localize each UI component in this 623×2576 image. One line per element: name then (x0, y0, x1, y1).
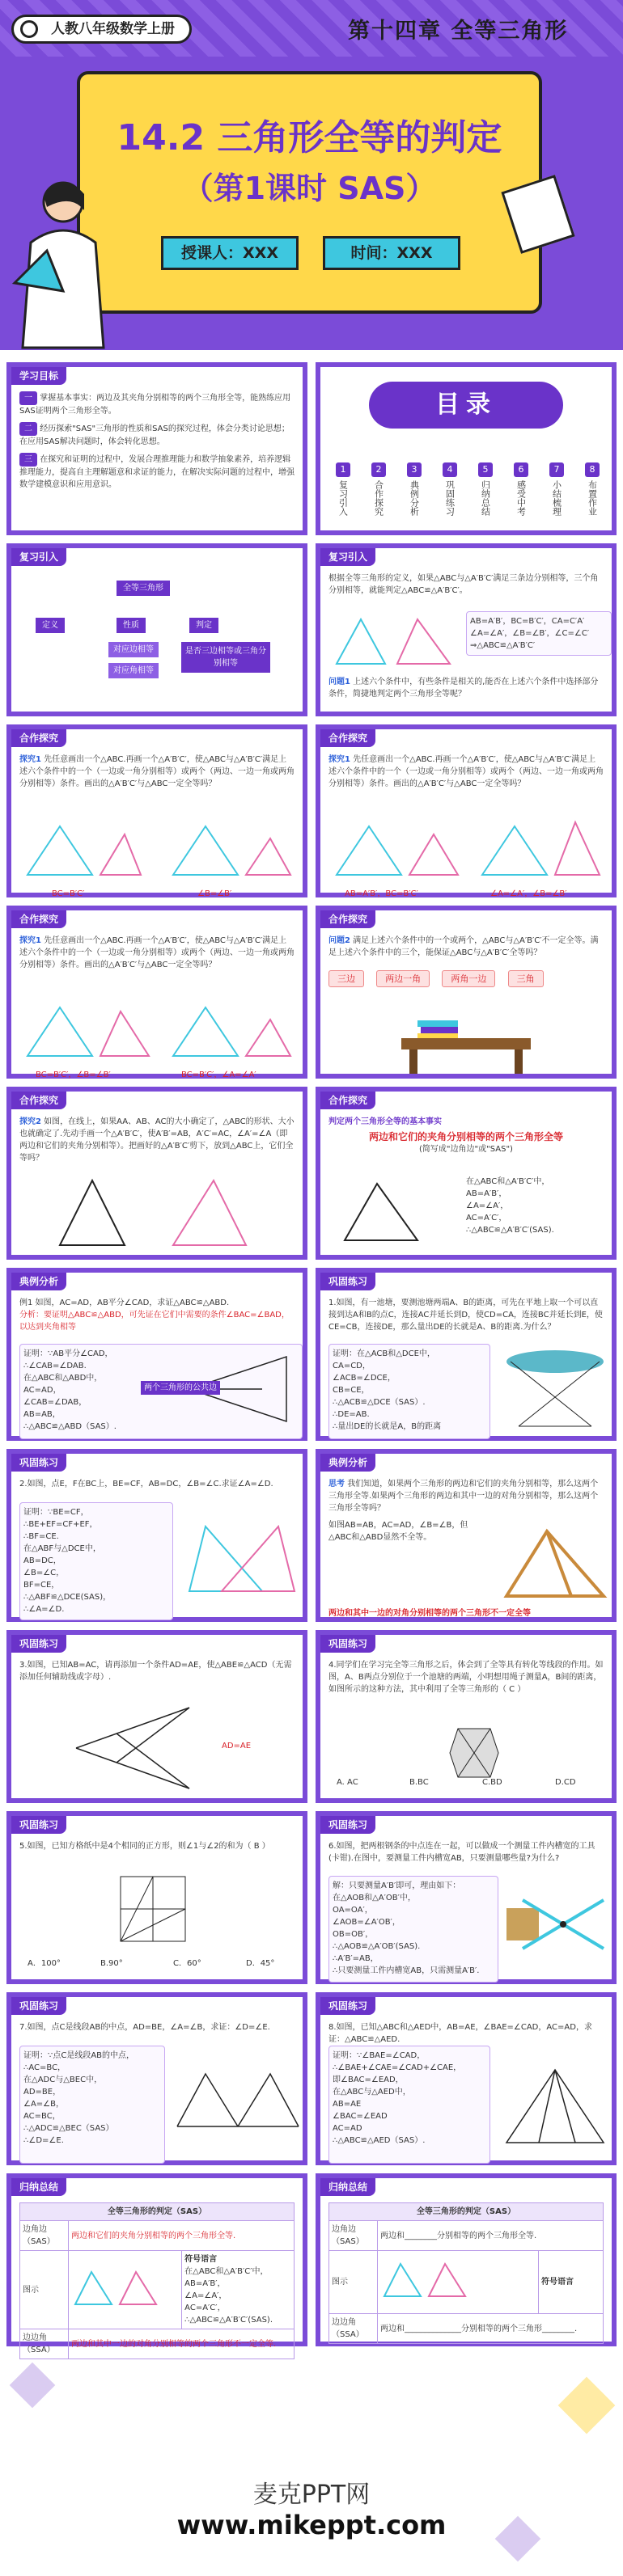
triangle-figure-icon (173, 2062, 303, 2135)
slide-explore-2 (6, 1087, 307, 1260)
ssa-conclusion: 两边和其中一边的对角分别相等的两个三角形不一定全等 (328, 1609, 531, 1618)
slide-body (19, 1297, 295, 1429)
footer-brand (0, 2474, 623, 2540)
slide-tag: 合作探究 (11, 910, 66, 928)
proof-box: 证明：∵AB平分∠CAD， ∴∠CAB=∠DAB. 在△ABC和△ABD中， AC=AD， ∠CAB=∠DAB， AB=AB， ∴△ABC≌△ABD（SAS）. (19, 1344, 303, 1439)
map-root: 全等三角形 (117, 581, 170, 596)
slide-body (328, 572, 604, 705)
option-row (328, 970, 604, 987)
rule-head: 判定两个三角形全等的基本事实 (328, 1117, 442, 1126)
option-3[interactable]: 两角一边 (442, 970, 495, 987)
row-label-ssa: 边边角（SSA） (329, 2314, 378, 2344)
time-box: 时间：XXX (323, 236, 460, 270)
slide-body (19, 935, 295, 1079)
common-side-note: 两个三角形的公共边 (141, 1381, 220, 1395)
option-1[interactable]: 三边 (328, 970, 364, 987)
slide-tag: 巩固练习 (320, 1635, 375, 1653)
slide-explore-1b (316, 724, 617, 897)
ssa-example: 如图AB=AB，AC=AD，∠B=∠B，但△ABC和△ABD显然不全等。 (328, 1521, 468, 1542)
caption-2: ∠A=∠A′，∠B=∠B′ (490, 889, 567, 898)
toc-item-4[interactable]: 4 巩固练习 (439, 462, 461, 516)
option-b[interactable]: B.BC (409, 1778, 429, 1787)
slide-tag: 巩固练习 (320, 1997, 375, 2015)
slide-example-1 (6, 1268, 307, 1441)
toc-item-6[interactable]: 6 感受中考 (510, 462, 532, 516)
summary-table (19, 2202, 295, 2359)
slide-explore-1a (6, 724, 307, 897)
slide-tag: 巩固练习 (11, 1997, 66, 2015)
slide-tag: 归纳总结 (320, 2178, 375, 2196)
pond-figure-icon (442, 1721, 506, 1785)
practice-text: 6.如图，把两根钢条的中点连在一起，可以做成一个测量工件内槽宽的工具(卡钳).在图中，要测量工件内槽宽AB，只要测量哪些量?为什么? (328, 1842, 595, 1863)
triangle-figure-icon (498, 1523, 612, 1604)
decor-diamond-icon (10, 2363, 56, 2409)
slide-practice-5 (6, 1811, 307, 1984)
teacher-box: 授课人：XXX (161, 236, 299, 270)
row-label-figure: 图示 (329, 2251, 378, 2314)
option-d[interactable]: D.CD (555, 1778, 576, 1787)
rule-abbr: (简写成"边角边"或"SAS") (419, 1145, 513, 1154)
condition-box (466, 611, 612, 656)
def-text: 根据全等三角形的定义，如果△ABC与△A′B′C′满足三条边分别相等，三个角分别相等，就能判定△ABC≌△A′B′C′。 (328, 574, 599, 595)
proof-box: 证明：∵BE=CF， ∴BE+EF=CF+EF， ∴BF=CE. 在△ABF与△DCE中， AB=DC， ∠B=∠C， BF=CE， ∴△ABF≌△DCE(SAS)， ∴∠A=∠D. (19, 1502, 173, 1620)
think-text: 思考 我们知道，如果两个三角形的两边和它们的夹角分别相等，那么这两个三角形全等.如果两个三角形的两边和其中一边的对角分别相等，那么这两个三角形全等吗？ (328, 1480, 599, 1513)
caption-2: ∠B=∠B′ (197, 889, 232, 898)
cond-1: AB=A′B′，BC=B′C′，CA=C′A′ (470, 617, 585, 626)
caption-1: BC=B′C′，∠B=∠B′ (36, 1071, 111, 1079)
summary-head: 全等三角形的判定（SAS） (20, 2203, 295, 2221)
slide-explore-1c (6, 906, 307, 1079)
grade-badge (11, 15, 192, 44)
lesson-title: 14.2 三角形全等的判定 (117, 117, 502, 158)
practice-text: 7.如图，点C是线段AB的中点，AD=BE，∠A=∠B，求证：∠D=∠E. (19, 2023, 270, 2032)
row-text-ssa: 两边和______________分别相等的两个三角形________. (378, 2314, 604, 2344)
slide-body (328, 1116, 604, 1248)
proof-box: 证明：∵∠BAE=∠CAD， ∴∠BAE+∠CAE=∠CAD+∠CAE， 即∠BAC=∠EAD， 在△ABC与△AED中， AB=AE ∠BAC=∠EAD AC=AD ∴△ABC≌△AED（SAS）. (328, 2046, 490, 2164)
slide-body (19, 1116, 295, 1248)
slide-practice-8 (316, 1992, 617, 2165)
slide-tag: 合作探究 (320, 910, 375, 928)
practice-text: 3.如图，已知AB=AC，请再添加一个条件AD=AE，使△ABE≌△ACD（无需添加任何辅助线或字母）. (19, 1661, 292, 1682)
option-a[interactable]: A．100° (28, 1959, 61, 1968)
teacher-illustration-icon (15, 170, 120, 348)
triangle-figure-icon (181, 1518, 303, 1599)
rule-text: 两边和它们的夹角分别相等的两个三角形全等 (368, 1131, 563, 1142)
map-branch-3: 判定 (189, 618, 218, 633)
slide-body (19, 2021, 295, 2154)
slide-tag: 学习目标 (11, 367, 66, 385)
triangle-figure-icon (328, 611, 458, 668)
goal-1: 一 掌握基本事实：两边及其夹角分别相等的两个三角形全等，能熟练应用SAS证明两个三角形全等。 (19, 391, 295, 417)
example-text: 例1 如图，AC=AD，AB平分∠CAD，求证△ABC≌△ABD. (19, 1299, 230, 1307)
slide-body (19, 1659, 295, 1792)
caption-1: BC=B′C′ (52, 889, 85, 898)
slide-body (328, 2021, 604, 2154)
slide-body (328, 935, 604, 1067)
summary-symbols: 符号语言 在△ABC和△A′B′C′中， AB=A′B′， ∠A=∠A′， AC=A′C′， ∴△ABC≌△A′B′C′(SAS). (182, 2251, 295, 2329)
option-2[interactable]: 两边一角 (376, 970, 430, 987)
slide-tag: 巩固练习 (320, 1816, 375, 1834)
slide-practice-4 (316, 1630, 617, 1803)
row-text-ssa: 两边和其中一边的对角分别相等的两个三角形不一定全等. (69, 2329, 295, 2359)
proof-box: 证明：∵点C是线段AB的中点， ∴AC=BC， 在△ADC与△BEC中， AD=BE， ∠A=∠B， AC=BC， ∴△ADC≌△BEC（SAS） ∴∠D=∠E. (19, 2046, 165, 2164)
slide-practice-3 (6, 1630, 307, 1803)
slide-review-map (6, 543, 307, 716)
option-4[interactable]: 三角 (508, 970, 544, 987)
toc-item-8[interactable]: 8 布置作业 (581, 462, 604, 516)
slide-body (19, 754, 295, 898)
brand-url[interactable]: www.mikeppt.com (176, 2510, 447, 2540)
goal-2: 二 经历探索"SAS"三角形的性质和SAS的探究过程，体会分类讨论思想；在应用SAS解决问题时，体会转化思想。 (19, 422, 295, 448)
title-card (77, 71, 542, 314)
option-b[interactable]: B.90° (100, 1959, 123, 1968)
triangle-figure-icon (380, 2260, 469, 2300)
decor-diamond-icon (558, 2377, 616, 2435)
example-analysis: 分析：要证明△ABC≌△ABD，可先证在它们中需要的条件∠BAC=∠BAD，以达到夹角相等 (19, 1311, 290, 1332)
row-text-sas: 两边和________分别相等的两个三角形全等. (378, 2221, 604, 2251)
cond-2: ∠A=∠A′，∠B=∠B′，∠C=∠C′ (470, 629, 590, 638)
row-label-ssa: 边边角（SSA） (20, 2329, 69, 2359)
desk-books-icon (385, 1016, 547, 1074)
slide-tag: 典例分析 (320, 1454, 375, 1472)
slide-sas-rule (316, 1087, 617, 1260)
slide-practice-1 (316, 1268, 617, 1441)
slide-tag: 复习引入 (320, 548, 375, 566)
goal-3: 三 在探究和证明的过程中，发展合理推理能力和数学抽象素养，培养逻辑推理能力，提高自主理解题意和求证的能力，在解决实际问题的过程中，增强数学建模意识和应用意识。 (19, 453, 295, 491)
map-sub-2: 对应角相等 (108, 663, 159, 678)
map-note: 是否三边相等或三角分别相等 (181, 642, 270, 673)
option-c[interactable]: C．60° (173, 1959, 201, 1968)
triangle-figure-icon (19, 999, 295, 1064)
slide-tag: 典例分析 (11, 1273, 66, 1290)
rule-proof: 在△ABC和△A′B′C′中， AB=A′B′， ∠A=∠A′， AC=A′C′， ∴△ABC≌△A′B′C′(SAS). (466, 1177, 554, 1235)
slide-tag: 归纳总结 (11, 2178, 66, 2196)
grade-badge-text: 人教八年级数学上册 (51, 21, 175, 37)
slide-body (328, 2202, 604, 2339)
proof-box: 证明：在△ACB和△DCE中， CA=CD， ∠ACB=∠DCE， CB=CE， ∴△ACB≌△DCE（SAS）. ∴DE=AB. ∴量出DE的长就是A，B的距离 (328, 1344, 490, 1439)
slide-body (19, 2202, 295, 2354)
toc-item-7[interactable]: 7 小结梳理 (545, 462, 568, 516)
slide-tag: 巩固练习 (11, 1635, 66, 1653)
cond-result: ⇒△ABC≌△A′B′C′ (470, 641, 536, 650)
map-branch-1: 定义 (36, 618, 65, 633)
explore-text: 探究1 先任意画出一个△ABC.再画一个△A′B′C′，使△ABC与△A′B′C′满足上述六个条件中的一个（一边或一角分别相等）或两个（两边、一边一角或两角分别相等）条件。画出的△A′B′C′与△ABC一定全等吗？ (19, 936, 295, 969)
slide-practice-6 (316, 1811, 617, 1984)
slide-toc (316, 362, 617, 535)
grid-figure-icon (117, 1873, 189, 1945)
slide-body (328, 754, 604, 898)
explore-text: 探究2 如图，在线上，如果AA、AB、AC的大小确定了，△ABC的形状、大小也就确定了.先动手画一个△A′B′C′，使A′B′=AB，A′C′=AC，∠A′=∠A（即两边和它们的夹角分别相等）。把画好的△A′B′C′剪下，放到△ABC上，它们全等吗？ (19, 1117, 295, 1163)
explore-text: 探究1 先任意画出一个△ABC.再画一个△A′B′C′，使△ABC与△A′B′C′满足上述六个条件中的一个（一边或一角分别相等）或两个（两边、一边一角或两角分别相等）条件。画出的△A′B′C′与△ABC一定全等吗？ (328, 755, 604, 788)
slide-review-def (316, 543, 617, 716)
slide-tag: 合作探究 (320, 1092, 375, 1109)
slide-body (19, 1840, 295, 1973)
magnifier-icon (20, 20, 38, 38)
proof-box: 解：只要测量A′B′即可，理由如下： 在△AOB和△A′OB′中， OA=OA′， ∠AOB=∠A′OB′， OB=OB′， ∴△AOB≌△A′OB′(SAS). ∴A′B′=AB， ∴只要测量工件内槽宽AB，只需测量A′B′. (328, 1876, 498, 1983)
map-sub-1: 对应边相等 (108, 642, 159, 657)
practice-text: 4.同学们在学习完全等三角形之后，体会到了全等具有转化等线段的作用。如图，A、B两点分别位于一个池塘的两端，小明想用绳子测量A，B间的距离，如图所示的这种方法，其中利用了全等三角形的（ C ） (328, 1661, 604, 1694)
practice-text: 8.如图，已知△ABC和△AED中，AB=AE，∠BAE=∠CAD，AC=AD，求证：△ABC≌△AED. (328, 2023, 592, 2044)
summary-table (328, 2202, 604, 2344)
triangle-figure-icon (19, 818, 295, 883)
caliper-figure-icon (506, 1884, 612, 1965)
lesson-subtitle: （第1课时 SAS） (182, 171, 437, 206)
row-label-sas: 边角边（SAS） (329, 2221, 378, 2251)
question-text: 问题2 满足上述六个条件中的一个或两个，△ABC与△A′B′C′不一定全等。满足上述六个条件中的三个，能保证△ABC与△A′B′C′全等吗？ (328, 936, 599, 957)
slide-goals (6, 362, 307, 535)
explore-text: 探究1 先任意画出一个△ABC.再画一个△A′B′C′，使△ABC与△A′B′C′满足上述六个条件中的一个（一边或一角分别相等）或两个（两边、一边一角或两角分别相等）条件。画出的△A′B′C′与△ABC一定全等吗？ (19, 755, 295, 788)
row-label-figure: 图示 (20, 2251, 69, 2329)
row-text-sas: 两边和它们的夹角分别相等的两个三角形全等. (69, 2221, 295, 2251)
slide-body (19, 1478, 295, 1614)
slide-body (19, 391, 295, 524)
slide-tag: 巩固练习 (11, 1816, 66, 1834)
caption-1: AB=A′B′，BC=B′C′ (345, 889, 418, 898)
slide-tag: 合作探究 (11, 1092, 66, 1109)
brand-name: 麦克PPT网 (252, 2481, 371, 2509)
toc-item-3[interactable]: 3 典例分析 (403, 462, 426, 516)
option-a[interactable]: A. AC (337, 1778, 358, 1787)
slide-body (328, 1478, 604, 1618)
triangle-figure-icon (328, 818, 604, 883)
triangle-figure-icon (337, 1176, 434, 1248)
summary-figure (378, 2251, 539, 2314)
slide-summary-filled (6, 2173, 307, 2354)
toc-item-5[interactable]: 5 归纳总结 (474, 462, 497, 516)
slide-body (19, 572, 295, 705)
toc-item-2[interactable]: 2 合作探究 (367, 462, 390, 516)
summary-figure (69, 2251, 182, 2329)
summary-head: 全等三角形的判定（SAS） (329, 2203, 604, 2221)
summary-symbols: 符号语言 (539, 2251, 604, 2314)
question-1: 问题1 上述六个条件中，有些条件是相关的,能否在上述六个条件中选择部分条件，简捷地判定两个三角形全等呢？ (328, 678, 599, 699)
caption-2: BC=B′C′，∠A=∠A′ (181, 1071, 256, 1079)
triangle-figure-icon (498, 2062, 612, 2151)
slide-practice-2 (6, 1449, 307, 1622)
map-branch-2: 性质 (117, 618, 146, 633)
slide-tag: 巩固练习 (320, 1273, 375, 1290)
toc-item-1[interactable]: 1 复习引入 (332, 462, 354, 516)
option-d[interactable]: D．45° (246, 1959, 275, 1968)
practice-text: 5.如图，已知方格纸中是4个相同的正方形，则∠1与∠2的和为（ B ） (19, 1842, 270, 1851)
triangle-figure-icon (68, 1700, 197, 1797)
slide-practice-7 (6, 1992, 307, 2165)
slide-body (328, 1297, 604, 1429)
answer-text: AD=AE (222, 1742, 252, 1750)
slide-summary-blank (316, 2173, 617, 2346)
practice-text: 1.如图，有一池塘，要测池塘两端A、B的距离，可先在平地上取一个可以直接到达A和B的点C，连接AC并延长到D，使CD=CA，连接BC并延长到E，使CE=CB，连接DE，那么量出DE的长就是A、B的距离.为什么？ (328, 1299, 603, 1332)
slide-tag: 巩固练习 (11, 1454, 66, 1472)
slide-body (328, 1659, 604, 1792)
slide-body (328, 1840, 604, 1973)
cover-slide (0, 0, 623, 350)
slide-tag: 合作探究 (320, 729, 375, 747)
practice-text: 2.如图，点E，F在BC上，BE=CF，AB=DC，∠B=∠C.求证∠A=∠D. (19, 1480, 273, 1489)
toc-title: 目录 (369, 382, 563, 429)
triangle-figure-icon (71, 2268, 160, 2308)
option-c[interactable]: C.BD (482, 1778, 502, 1787)
slide-think-ssa (316, 1449, 617, 1622)
slide-tag: 合作探究 (11, 729, 66, 747)
row-label-sas: 边角边（SAS） (20, 2221, 69, 2251)
slide-question-2 (316, 906, 617, 1079)
slide-tag: 复习引入 (11, 548, 66, 566)
pond-figure-icon (498, 1345, 612, 1434)
chapter-title: 第十四章 全等三角形 (348, 19, 569, 44)
triangle-figure-icon (52, 1172, 278, 1253)
